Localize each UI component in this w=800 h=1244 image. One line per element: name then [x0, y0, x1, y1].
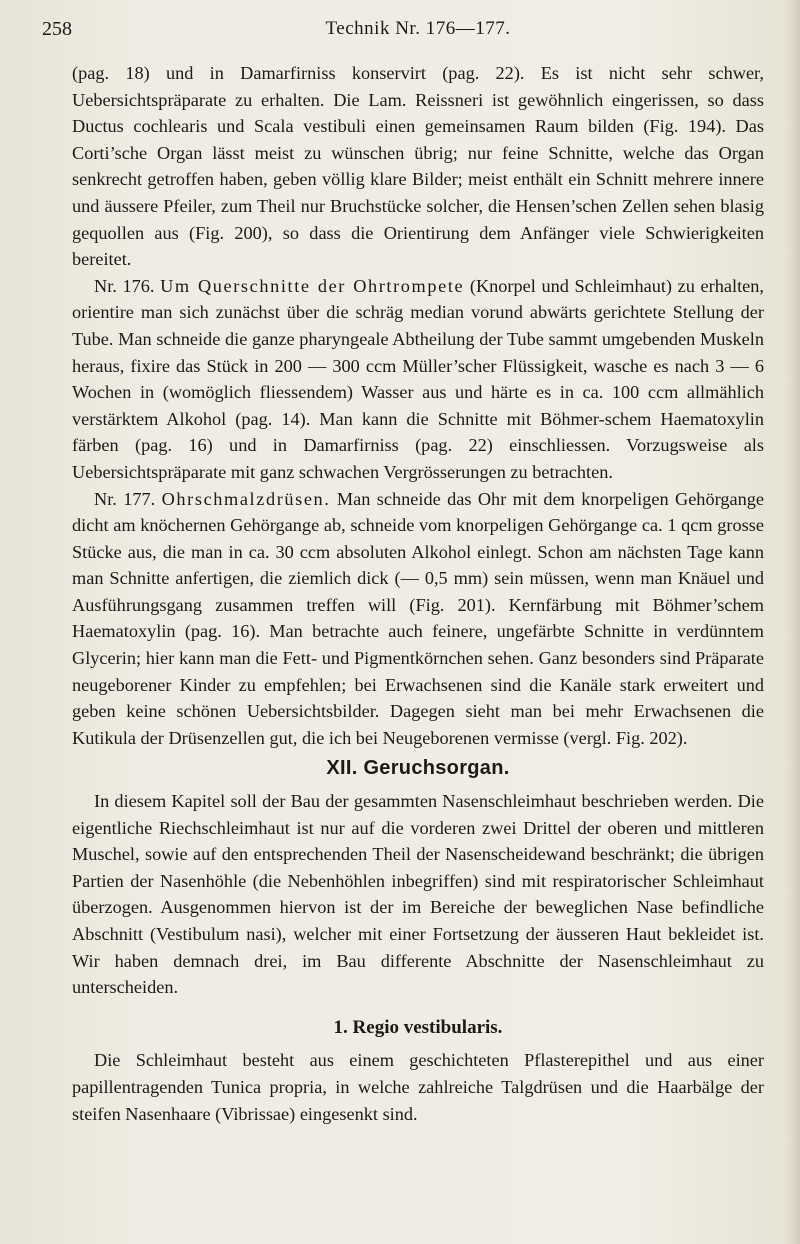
paragraph-geruchsorgan-intro: In diesem Kapitel soll der Bau der gesammten Nasenschleimhaut beschrieben werden. Die eigentliche Riechschleimhaut ist nur auf die vorderen zwei Drittel der oberen und mittleren Muschel, sowie auf den entsprechenden Theil der Nasenscheidewand beschränkt; die übrigen Partien der Nasenhöhle (die Nebenhöhlen inbegriffen) sind mit respiratorischer Schleimhaut überzogen. Ausgenommen hiervon ist der im Bereiche der beweglichen Nase befindliche Abschnitt (Vestibulum nasi), welcher mit einer Fortsetzung der äusseren Haut bekleidet ist. Wir haben demnach drei, im Bau differente Abschnitte der Nasenschleimhaut zu unterscheiden.	[72, 791, 764, 998]
subsection-heading-regio-vestibularis: 1. Regio vestibularis.	[333, 1016, 503, 1038]
body-text	[72, 60, 764, 1127]
running-title: Technik Nr. 176—177.	[325, 18, 511, 39]
running-head	[42, 18, 764, 60]
item-text-176: (Knorpel und Schleimhaut) zu erhalten, orientire man sich zunächst über die schräg median vorund abwärts gerichtete Stellung der Tube. Man schneide die ganze pharyngeale Abtheilung der Tube sammt umgebenden Muskeln heraus, fixire das Stück in 200 — 300 ccm Müller’scher Flüssigkeit, wasche es nach 3 — 6 Wochen in (womöglich fliessendem) Wasser aus und härte es in ca. 100 ccm allmählich verstärktem Alkohol (pag. 14). Man kann die Schnitte mit Böhmer-schem Haematoxylin färben (pag. 16) und in Damarfirniss (pag. 22) einschliessen. Vorzugsweise als Uebersichtspräparate mit ganz schwachen Vergrösserungen zu betrachten.	[72, 275, 764, 482]
paragraph-ear-continuation: (pag. 18) und in Damarfirniss konservirt (pag. 22). Es ist nicht sehr schwer, Uebersichtspräparate zu erhalten. Die Lam. Reissneri ist gewöhnlich eingerissen, so dass Ductus cochlearis und Scala vestibuli einen gemeinsamen Raum bilden (Fig. 194). Das Corti’sche Organ lässt meist zu wünschen übrig; nur feine Schnitte, welche das Organ senkrecht getroffen haben, geben völlig klare Bilder; meist enthält ein Schnitt mehrere innere und äussere Pfeiler, zum Theil nur Bruchstücke solcher, die Hensen’schen Zellen sehen blasig gequollen aus (Fig. 200), so dass die Orientirung dem Anfänger viele Schwierigkeiten bereitet.	[72, 63, 764, 270]
paragraph-regio-vestibularis: Die Schleimhaut besteht aus einem geschichteten Pflasterepithel und aus einer papillentragenden Tunica propria, in welche zahlreiche Talgdrüsen und die Haarbälge der steifen Nasenhaare (Vibrissae) eingesenkt sind.	[72, 1050, 764, 1124]
item-number-176: Nr. 176.	[94, 275, 155, 296]
paragraph-nr-177	[72, 486, 764, 752]
page-edge-shadow	[786, 0, 800, 1244]
paragraph-nr-176	[72, 273, 764, 486]
item-title-ohrtrompete: Um Querschnitte der Ohrtrompete	[160, 275, 465, 296]
item-number-177: Nr. 177.	[94, 488, 156, 509]
item-text-177: Man schneide das Ohr mit dem knorpeligen Gehörgange dicht am knöchernen Gehörgange ab, schneide vom knorpeligen Gehörgange ca. 1 qcm grosse Stücke aus, die man in ca. 30 ccm absoluten Alkohol einlegt. Schon am nächsten Tage kann man Schnitte anfertigen, die ziemlich dick (— 0,5 mm) sein müssen, wenn man Knäuel und Ausführungsgang zusammen treffen will (Fig. 201). Kernfärbung mit Böhmer’schem Haematoxylin (pag. 16). Man betrachte auch feinere, ungefärbte Schnitte in verdünntem Glycerin; hier kann man die Fett- und Pigmentkörnchen sehen. Ganz besonders sind Präparate neugeborener Kinder zu empfehlen; bei Erwachsenen sind die Kanäle stark erweitert und geben keine schönen Uebersichtsbilder. Dagegen sieht man bei mehr Erwachsenen die Kutikula der Drüsenzellen gut, die ich bei Neugeborenen vermisse (vergl. Fig. 202).	[72, 488, 764, 748]
item-title-ohrschmalzdruesen: Ohrschmalzdrüsen.	[161, 488, 331, 509]
section-heading-geruchsorgan: XII. Geruchsorgan.	[326, 757, 510, 780]
page-number: 258	[42, 18, 72, 40]
